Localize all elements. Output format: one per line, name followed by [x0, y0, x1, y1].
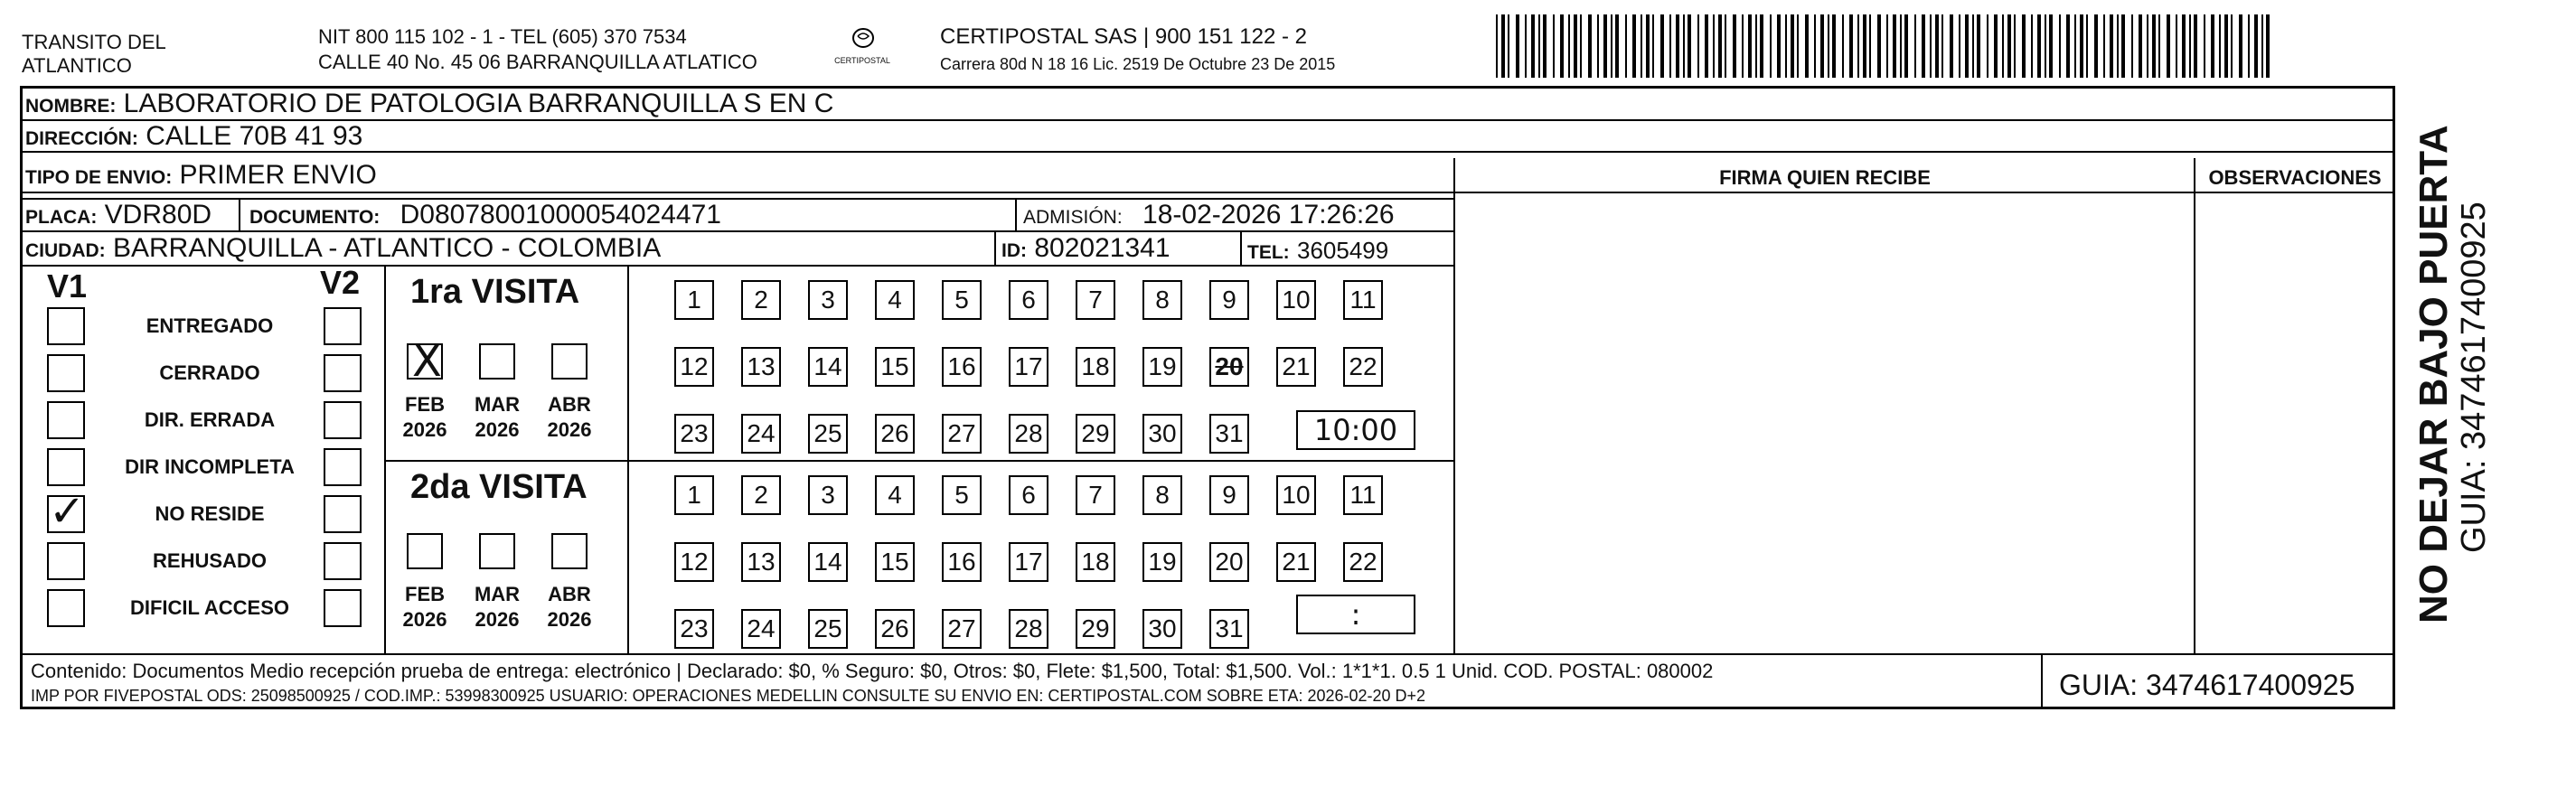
barcode-bar: [1805, 14, 1809, 78]
placa-label: PLACA:: [25, 207, 98, 228]
barcode-bar: [1832, 14, 1836, 78]
barcode: [1496, 14, 2273, 78]
barcode-bar: [1625, 14, 1627, 78]
barcode-bar: [1849, 14, 1853, 78]
barcode-bar: [2121, 14, 2125, 78]
visit1-day-4[interactable]: 4: [875, 280, 915, 320]
visit2-day-10[interactable]: 10: [1276, 475, 1316, 515]
visit1-day-5[interactable]: 5: [942, 280, 982, 320]
license-line: Carrera 80d N 18 16 Lic. 2519 De Octubre 23 De 2015: [940, 55, 1336, 73]
visit1-month-checkbox[interactable]: [407, 336, 443, 387]
status-label-5: REHUSADO: [153, 549, 267, 572]
documento-value: D08078001000054024471: [400, 200, 721, 230]
org-name-line1: TRANSITO DEL: [22, 31, 166, 53]
barcode-bar: [1705, 14, 1708, 78]
status-v2-checkbox[interactable]: [324, 448, 362, 486]
barcode-bar: [1869, 14, 1871, 78]
barcode-bar: [2152, 14, 2156, 78]
ciudad-value: BARRANQUILLA - ATLANTICO - COLOMBIA: [113, 233, 662, 263]
visit2-title: 2da VISITA: [410, 468, 588, 506]
barcode-bar: [1863, 14, 1866, 78]
tel-field: [1247, 235, 1388, 266]
visit1-day-21[interactable]: 21: [1276, 347, 1316, 387]
barcode-bar: [1791, 14, 1794, 78]
visit2-day-30[interactable]: 30: [1142, 609, 1182, 649]
barcode-bar: [1713, 14, 1715, 78]
barcode-bar: [2167, 14, 2170, 78]
visit2-month-name: ABR: [548, 583, 591, 605]
visit1-day-22[interactable]: 22: [1343, 347, 1383, 387]
barcode-bar: [1588, 14, 1592, 78]
admision-label: ADMISIÓN:: [1023, 207, 1123, 228]
barcode-bar: [1580, 14, 1582, 78]
barcode-bar: [1697, 14, 1699, 78]
barcode-bar: [2037, 14, 2041, 78]
admision-field: [1023, 200, 1395, 230]
barcode-bar: [2110, 14, 2113, 78]
barcode-bar: [1965, 14, 1969, 78]
direccion-field: [25, 121, 362, 152]
status-label-0: ENTREGADO: [146, 314, 274, 337]
barcode-bar: [2045, 14, 2046, 78]
barcode-bar: [1597, 14, 1599, 78]
visit1-day-19[interactable]: 19: [1142, 347, 1182, 387]
barcode-bar: [1977, 14, 1980, 78]
status-label-3: DIR INCOMPLETA: [125, 455, 295, 478]
admision-value: 18-02-2026 17:26:26: [1142, 200, 1395, 230]
company-line: CERTIPOSTAL SAS | 900 151 122 - 2: [940, 24, 1307, 49]
barcode-bar: [2031, 14, 2033, 78]
visit2-day-9[interactable]: 9: [1209, 475, 1249, 515]
direccion-value: CALLE 70B 41 93: [146, 121, 363, 151]
id-field: [1001, 233, 1170, 264]
visit1-day-14[interactable]: 14: [808, 347, 848, 387]
visit2-month-year: 2026: [475, 608, 520, 631]
barcode-bar: [2194, 14, 2197, 78]
barcode-bar: [1930, 14, 1932, 78]
checkmark: ✓: [49, 486, 86, 537]
visit1-day-27[interactable]: 27: [942, 414, 982, 454]
visit2-day-16[interactable]: 16: [942, 542, 982, 582]
visit2-day-17[interactable]: 17: [1009, 542, 1048, 582]
firma-header: FIRMA QUIEN RECIBE: [1719, 166, 1931, 189]
status-v2-checkbox[interactable]: [324, 495, 362, 533]
status-v2-checkbox[interactable]: [324, 589, 362, 627]
barcode-bar: [1560, 14, 1564, 78]
barcode-bar: [2219, 14, 2221, 78]
barcode-bar: [2158, 14, 2160, 78]
visit2-day-28[interactable]: 28: [1009, 609, 1048, 649]
visit1-day-23[interactable]: 23: [674, 414, 714, 454]
visit2-day-20[interactable]: 20: [1209, 542, 1249, 582]
barcode-bar: [1632, 14, 1636, 78]
visit1-day-3[interactable]: 3: [808, 280, 848, 320]
barcode-bar: [1733, 14, 1736, 78]
barcode-bar: [2086, 14, 2088, 78]
barcode-bar: [2080, 14, 2083, 78]
ciudad-label: CIUDAD:: [25, 240, 106, 261]
status-v1-checkbox[interactable]: [47, 401, 85, 439]
visit1-day-28[interactable]: 28: [1009, 414, 1048, 454]
barcode-bar: [1525, 14, 1527, 78]
visit2-day-24[interactable]: 24: [741, 609, 781, 649]
visit2-month-checkbox[interactable]: [407, 533, 443, 569]
id-value: 802021341: [1034, 233, 1170, 263]
barcode-bar: [1568, 14, 1570, 78]
visit2-day-21[interactable]: 21: [1276, 542, 1316, 582]
barcode-bar: [2176, 14, 2177, 78]
barcode-bar: [1857, 14, 1859, 78]
id-label: ID:: [1001, 240, 1027, 261]
barcode-bar: [2266, 14, 2270, 78]
barcode-bar: [2131, 14, 2133, 78]
visit2-day-22[interactable]: 22: [1343, 542, 1383, 582]
visit2-day-1[interactable]: 1: [674, 475, 714, 515]
status-label-4: NO RESIDE: [155, 502, 265, 525]
visit1-title: 1ra VISITA: [410, 273, 580, 311]
visit2-day-4[interactable]: 4: [875, 475, 915, 515]
visit1-month-year: 2026: [402, 418, 447, 441]
visit1-month-checkbox[interactable]: [551, 343, 588, 380]
barcode-bar: [1994, 14, 1998, 78]
logo-text: CERTIPOSTAL: [834, 56, 890, 65]
barcode-bar: [1538, 14, 1540, 78]
barcode-bar: [2103, 14, 2105, 78]
barcode-bar: [1886, 14, 1888, 78]
visit2-day-25[interactable]: 25: [808, 609, 848, 649]
visit2-day-2[interactable]: 2: [741, 475, 781, 515]
status-v1-checkbox[interactable]: [47, 486, 86, 537]
barcode-bar: [1611, 14, 1612, 78]
side-guia: GUIA: 3474617400925: [2455, 202, 2493, 553]
barcode-bar: [2211, 14, 2214, 78]
footer-contenido: Contenido: Documentos Medio recepción prueba de entrega: electrónico | Declarado: $0, % Seguro: $0, Otros: $0, Flete: $1,500, Total: $1,500. Vol.: 1*1*1. 0.5 1 Unid. COD. POSTAL: 080002: [31, 660, 1714, 682]
visit1-day-2[interactable]: 2: [741, 280, 781, 320]
barcode-bar: [2049, 14, 2053, 78]
barcode-bar: [1941, 14, 1943, 78]
side-warning: NO DEJAR BAJO PUERTA: [2411, 125, 2456, 623]
visit1-month-year: 2026: [547, 418, 592, 441]
barcode-bar: [2189, 14, 2191, 78]
visit1-day-31[interactable]: 31: [1209, 414, 1249, 454]
barcode-bar: [2022, 14, 2026, 78]
visit1-day-9[interactable]: 9: [1209, 280, 1249, 320]
visit2-day-13[interactable]: 13: [741, 542, 781, 582]
barcode-bar: [2139, 14, 2142, 78]
visit2-day-29[interactable]: 29: [1076, 609, 1115, 649]
visit1-time[interactable]: 10:00: [1296, 410, 1415, 450]
visit1-day-18[interactable]: 18: [1076, 347, 1115, 387]
visit2-day-6[interactable]: 6: [1009, 475, 1048, 515]
visit1-day-12[interactable]: 12: [674, 347, 714, 387]
barcode-bar: [1508, 14, 1509, 78]
barcode-bar: [1646, 14, 1650, 78]
visit1-month-checkbox[interactable]: [479, 343, 515, 380]
barcode-bar: [1652, 14, 1654, 78]
footer-imp: IMP POR FIVEPOSTAL ODS: 25098500925 / COD.IMP.: 53998300925 USUARIO: OPERACIONES MEDELLIN CONSULTE SU ENVIO EN: CERTIPOSTAL.COM SOBRE ETA: 2026-02-20 D+2: [31, 687, 1426, 705]
visit2-month-name: MAR: [474, 583, 521, 605]
visit1-day-10[interactable]: 10: [1276, 280, 1316, 320]
barcode-bar: [1718, 14, 1722, 78]
barcode-bar: [1688, 14, 1691, 78]
tipo-envio-label: TIPO DE ENVIO:: [25, 167, 173, 188]
visit1-day-8[interactable]: 8: [1142, 280, 1182, 320]
barcode-bar: [1959, 14, 1960, 78]
barcode-bar: [1516, 14, 1519, 78]
visit1-day-30[interactable]: 30: [1142, 414, 1182, 454]
visit1-month-name: FEB: [405, 393, 445, 416]
barcode-bar: [1842, 14, 1844, 78]
barcode-bar: [1748, 14, 1752, 78]
nit-line: NIT 800 115 102 - 1 - TEL (605) 370 7534: [318, 25, 687, 48]
visit1-month-year: 2026: [475, 418, 520, 441]
visit2-day-19[interactable]: 19: [1142, 542, 1182, 582]
barcode-bar: [1603, 14, 1607, 78]
barcode-bar: [1770, 14, 1772, 78]
visit2-day-23[interactable]: 23: [674, 609, 714, 649]
visit1-day-16[interactable]: 16: [942, 347, 982, 387]
status-label-1: CERRADO: [159, 361, 260, 384]
barcode-bar: [1742, 14, 1744, 78]
barcode-bar: [2014, 14, 2016, 78]
v2-label: V2: [320, 264, 361, 301]
visit1-day-29[interactable]: 29: [1076, 414, 1115, 454]
documento-label: DOCUMENTO:: [249, 207, 381, 228]
barcode-bar: [2239, 14, 2242, 78]
visit2-month-year: 2026: [402, 608, 447, 631]
barcode-bar: [1683, 14, 1685, 78]
barcode-bar: [2261, 14, 2263, 78]
visit2-day-5[interactable]: 5: [942, 475, 982, 515]
barcode-bar: [1820, 14, 1824, 78]
visit2-day-11[interactable]: 11: [1343, 475, 1383, 515]
status-v1-checkbox[interactable]: [47, 307, 85, 345]
barcode-bar: [1543, 14, 1547, 78]
visit2-day-26[interactable]: 26: [875, 609, 915, 649]
tipo-envio-field: [25, 160, 377, 191]
barcode-bar: [2254, 14, 2258, 78]
direccion-label: DIRECCIÓN:: [25, 128, 138, 149]
tipo-envio-value: PRIMER ENVIO: [179, 160, 377, 190]
barcode-bar: [1972, 14, 1974, 78]
status-v2-checkbox[interactable]: [324, 401, 362, 439]
barcode-bar: [1669, 14, 1671, 78]
status-v2-checkbox[interactable]: [324, 542, 362, 580]
visit1-day-13[interactable]: 13: [741, 347, 781, 387]
barcode-bar: [1893, 14, 1896, 78]
barcode-bar: [2248, 14, 2250, 78]
barcode-bar: [1904, 14, 1908, 78]
visit1-day-6[interactable]: 6: [1009, 280, 1048, 320]
barcode-bar: [1725, 14, 1726, 78]
barcode-bar: [1531, 14, 1535, 78]
barcode-bar: [2204, 14, 2205, 78]
tel-label: TEL:: [1247, 242, 1290, 263]
visit1-day-25[interactable]: 25: [808, 414, 848, 454]
barcode-bar: [1760, 14, 1763, 78]
visit2-day-31[interactable]: 31: [1209, 609, 1249, 649]
visit2-day-27[interactable]: 27: [942, 609, 982, 649]
visit2-day-14[interactable]: 14: [808, 542, 848, 582]
barcode-bar: [2002, 14, 2004, 78]
documento-field: [249, 200, 721, 230]
barcode-bar: [1828, 14, 1829, 78]
address-line: CALLE 40 No. 45 06 BARRANQUILLA ATLATICO: [318, 51, 757, 73]
status-v1-checkbox[interactable]: [47, 448, 85, 486]
certipostal-logo: [845, 25, 881, 52]
visit2-day-18[interactable]: 18: [1076, 542, 1115, 582]
visit2-day-7[interactable]: 7: [1076, 475, 1115, 515]
barcode-bar: [2147, 14, 2148, 78]
status-v2-checkbox[interactable]: [324, 307, 362, 345]
barcode-bar: [1950, 14, 1953, 78]
barcode-bar: [1814, 14, 1816, 78]
barcode-bar: [1574, 14, 1577, 78]
ciudad-field: [25, 233, 661, 264]
barcode-bar: [1660, 14, 1664, 78]
visit2-day-8[interactable]: 8: [1142, 475, 1182, 515]
barcode-bar: [2074, 14, 2076, 78]
barcode-bar: [1900, 14, 1902, 78]
barcode-bar: [1922, 14, 1925, 78]
barcode-bar: [1496, 14, 1498, 78]
barcode-bar: [1755, 14, 1757, 78]
status-v1-checkbox[interactable]: [47, 589, 85, 627]
placa-value: VDR80D: [104, 200, 212, 230]
barcode-bar: [1877, 14, 1881, 78]
visit2-month-year: 2026: [547, 608, 592, 631]
month-mark: X: [412, 336, 442, 387]
visit1-day-26[interactable]: 26: [875, 414, 915, 454]
status-v1-checkbox[interactable]: [47, 542, 85, 580]
v1-label: V1: [47, 267, 88, 305]
barcode-bar: [2231, 14, 2233, 78]
visit2-month-checkbox[interactable]: [479, 533, 515, 569]
visit2-time[interactable]: :: [1296, 595, 1415, 634]
barcode-bar: [1987, 14, 1988, 78]
status-label-2: DIR. ERRADA: [144, 408, 276, 431]
barcode-bar: [1935, 14, 1939, 78]
visit1-day-11[interactable]: 11: [1343, 280, 1383, 320]
barcode-bar: [2224, 14, 2228, 78]
visit1-day-17[interactable]: 17: [1009, 347, 1048, 387]
visit1-day-1[interactable]: 1: [674, 280, 714, 320]
barcode-bar: [1785, 14, 1787, 78]
barcode-bar: [1641, 14, 1642, 78]
barcode-bar: [1553, 14, 1555, 78]
visit1-month-name: ABR: [548, 393, 591, 416]
visit2-day-3[interactable]: 3: [808, 475, 848, 515]
visit1-day-20[interactable]: 20: [1209, 347, 1249, 387]
footer-guia: GUIA: 3474617400925: [2059, 669, 2355, 701]
barcode-bar: [2059, 14, 2061, 78]
visit1-month-name: MAR: [474, 393, 521, 416]
barcode-bar: [2094, 14, 2098, 78]
barcode-bar: [2117, 14, 2119, 78]
placa-field: [25, 200, 212, 230]
barcode-bar: [1914, 14, 1916, 78]
barcode-bar: [2066, 14, 2070, 78]
barcode-bar: [2182, 14, 2186, 78]
visit1-day-15[interactable]: 15: [875, 347, 915, 387]
status-v1-checkbox[interactable]: [47, 354, 85, 392]
visit2-day-15[interactable]: 15: [875, 542, 915, 582]
visit2-day-12[interactable]: 12: [674, 542, 714, 582]
barcode-bar: [1797, 14, 1799, 78]
status-label-6: DIFICIL ACCESO: [129, 596, 289, 619]
barcode-bar: [1501, 14, 1505, 78]
status-v2-checkbox[interactable]: [324, 354, 362, 392]
barcode-bar: [1615, 14, 1619, 78]
visit2-month-name: FEB: [405, 583, 445, 605]
visit2-month-checkbox[interactable]: [551, 533, 588, 569]
nombre-field: [25, 89, 833, 119]
barcode-bar: [2007, 14, 2011, 78]
tel-value: 3605499: [1297, 237, 1389, 264]
nombre-value: LABORATORIO DE PATOLOGIA BARRANQUILLA S EN C: [123, 89, 834, 118]
barcode-bar: [1676, 14, 1679, 78]
observaciones-header: OBSERVACIONES: [2208, 166, 2382, 189]
org-name-line2: ATLANTICO: [22, 54, 132, 77]
nombre-label: NOMBRE:: [25, 96, 117, 117]
barcode-bar: [1777, 14, 1781, 78]
visit1-day-7[interactable]: 7: [1076, 280, 1115, 320]
visit1-day-24[interactable]: 24: [741, 414, 781, 454]
